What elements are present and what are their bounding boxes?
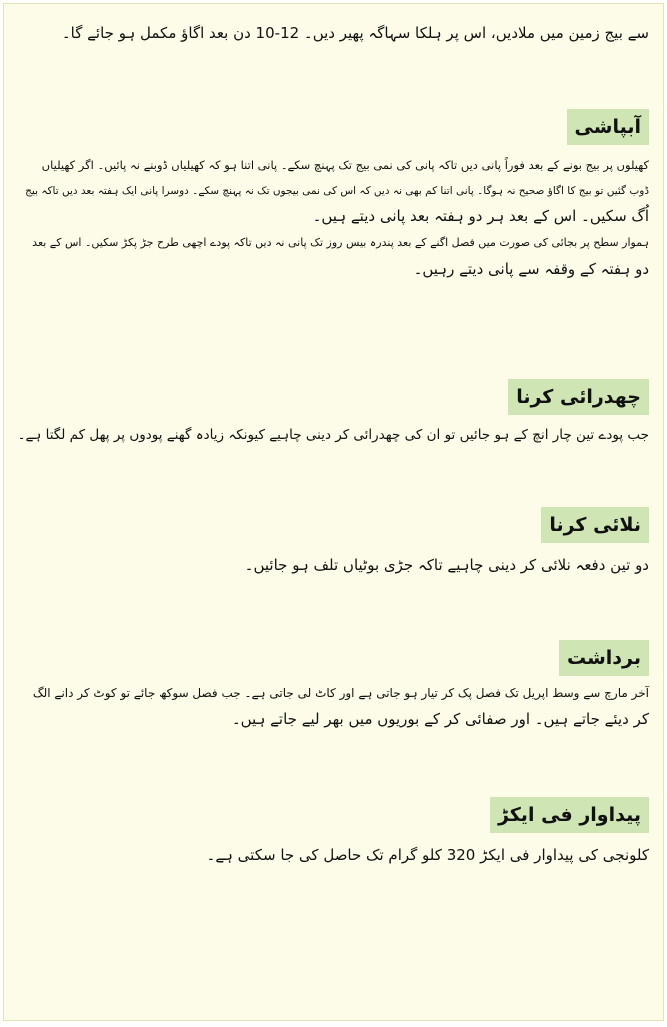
irrigation-line-2: ڈوب گئیں تو بیج کا اگاؤ صحیح نہ ہوگا۔ پانی اتنا کم بھی نہ دیں کہ اس کی نمی بیجوں تک نہ پہنچ سکے۔ دوسرا پانی ایک ہفتہ بعد دیں تاکہ بیج [25, 185, 649, 197]
irrigation-line-1: کھیلوں پر بیج بونے کے بعد فوراً پانی دیں تاکہ پانی کی نمی بیج تک پہنچ سکے۔ پانی اتنا ہو کہ کھیلیاں ڈوبنے نہ پائیں۔ اگر کھیلیاں [41, 158, 649, 172]
heading-yield: پیداوار فی ایکڑ [490, 797, 649, 833]
document-page [3, 3, 664, 1021]
yield-line-1: کلونجی کی پیداوار فی ایکڑ 320 کلو گرام تک حاصل کی جا سکتی ہے۔ [206, 846, 649, 864]
harvest-line-2: کر دیئے جاتے ہیں۔ اور صفائی کر کے بوریوں میں بھر لیے جاتے ہیں۔ [231, 710, 649, 728]
irrigation-line-3: اُگ سکیں۔ اس کے بعد ہر دو ہفتہ بعد پانی دیتے ہیں۔ [312, 207, 649, 225]
intro-line-1: سے بیج زمین میں ملادیں، اس پر ہلکا سہاگہ پھیر دیں۔ 12-10 دن بعد اگاؤ مکمل ہو جائے گا۔ [61, 24, 649, 42]
heading-harvest: برداشت [559, 640, 649, 676]
irrigation-line-4: ہموار سطح پر بجائی کی صورت میں فصل اگنے کے بعد پندرہ بیس روز تک پانی نہ دیں تاکہ پودے اچھی طرح جڑ پکڑ سکیں۔ اس کے بعد [32, 236, 649, 249]
weeding-line-1: دو تین دفعہ نلائی کر دینی چاہیے تاکہ جڑی بوٹیاں تلف ہو جائیں۔ [244, 556, 649, 574]
thinning-line-1: جب پودے تین چار انچ کے ہو جائیں تو ان کی چھدرائی کر دینی چاہیے کیونکہ زیادہ گھنے پودوں پر پھل کم لگتا ہے۔ [17, 427, 649, 443]
harvest-line-1: آخر مارچ سے وسط اپریل تک فصل پک کر تیار ہو جاتی ہے اور کاٹ لی جاتی ہے۔ جب فصل سوکھ جائے تو کوٹ کر دانے الگ [32, 686, 649, 700]
heading-weeding: نلائی کرنا [541, 507, 649, 543]
irrigation-line-5: دو ہفتہ کے وقفہ سے پانی دیتے رہیں۔ [413, 260, 649, 278]
heading-thinning: چھدرائی کرنا [508, 379, 649, 415]
heading-irrigation: آبپاشی [567, 109, 649, 145]
